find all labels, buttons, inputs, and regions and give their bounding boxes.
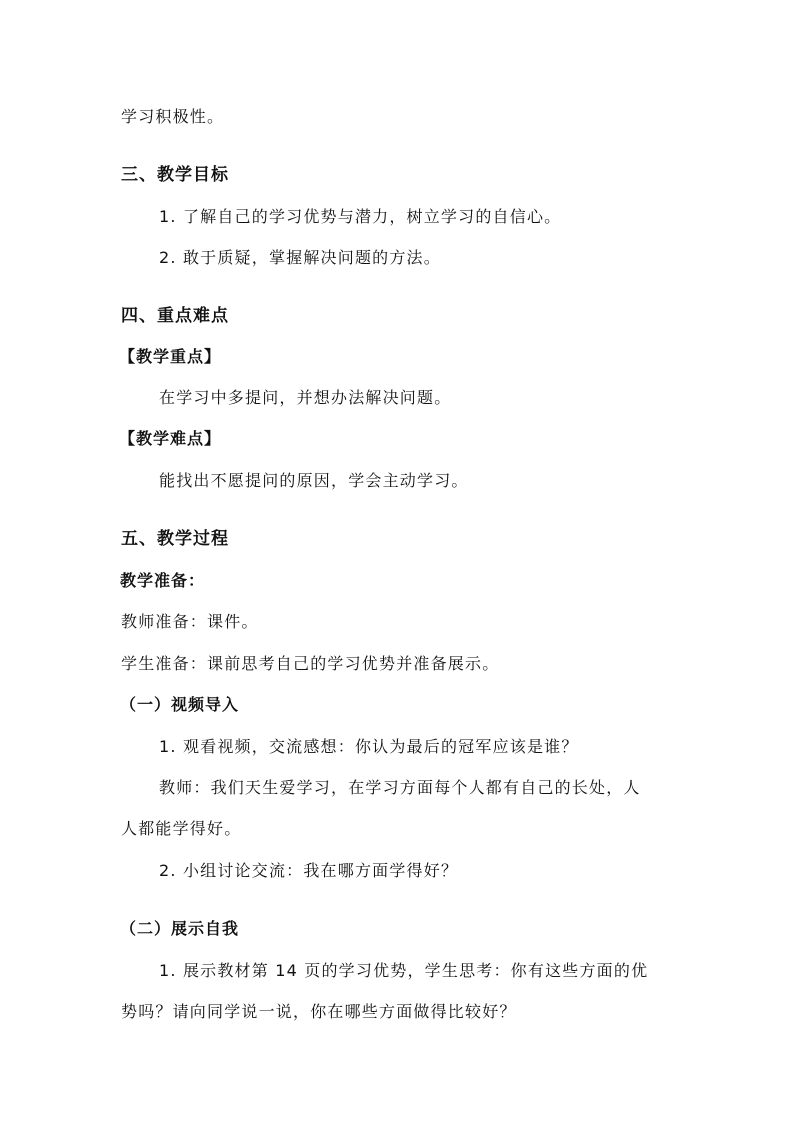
section-heading-key-points: 四、重点难点 xyxy=(121,306,229,326)
video-item-1: 1. 观看视频，交流感想：你认为最后的冠军应该是谁？ xyxy=(159,737,579,756)
key-point-text: 在学习中多提问，并想办法解决问题。 xyxy=(159,388,452,407)
subsection-heading-video: （一）视频导入 xyxy=(120,695,240,714)
subsection-heading-showcase: （二）展示自我 xyxy=(120,919,240,938)
objective-item-1: 1. 了解自己的学习优势与潜力，树立学习的自信心。 xyxy=(159,207,562,226)
paragraph-continuation: 学习积极性。 xyxy=(121,107,225,126)
objective-item-2: 2. 敢于质疑，掌握解决问题的方法。 xyxy=(159,248,441,267)
teacher-remark-line-2: 人都能学得好。 xyxy=(121,819,242,838)
label-key-point: 【教学重点】 xyxy=(119,347,222,366)
student-preparation: 学生准备：课前思考自己的学习优势并准备展示。 xyxy=(121,654,500,673)
showcase-item-1-line-2: 势吗？请向同学说一说，你在哪些方面做得比较好？ xyxy=(121,1002,517,1021)
difficulty-text: 能找出不愿提问的原因，学会主动学习。 xyxy=(159,471,469,490)
teacher-remark-line-1: 教师：我们天生爱学习，在学习方面每个人都有自己的长处，人 xyxy=(159,778,641,797)
teacher-preparation: 教师准备：课件。 xyxy=(121,612,259,631)
label-difficulty: 【教学难点】 xyxy=(119,429,222,448)
section-heading-objectives: 三、教学目标 xyxy=(121,165,229,185)
section-heading-process: 五、教学过程 xyxy=(121,529,229,549)
label-preparation: 教学准备： xyxy=(120,571,206,590)
video-item-2: 2. 小组讨论交流：我在哪方面学得好？ xyxy=(159,861,459,880)
showcase-item-1-line-1: 1. 展示教材第 14 页的学习优势，学生思考：你有这些方面的优 xyxy=(159,961,649,980)
